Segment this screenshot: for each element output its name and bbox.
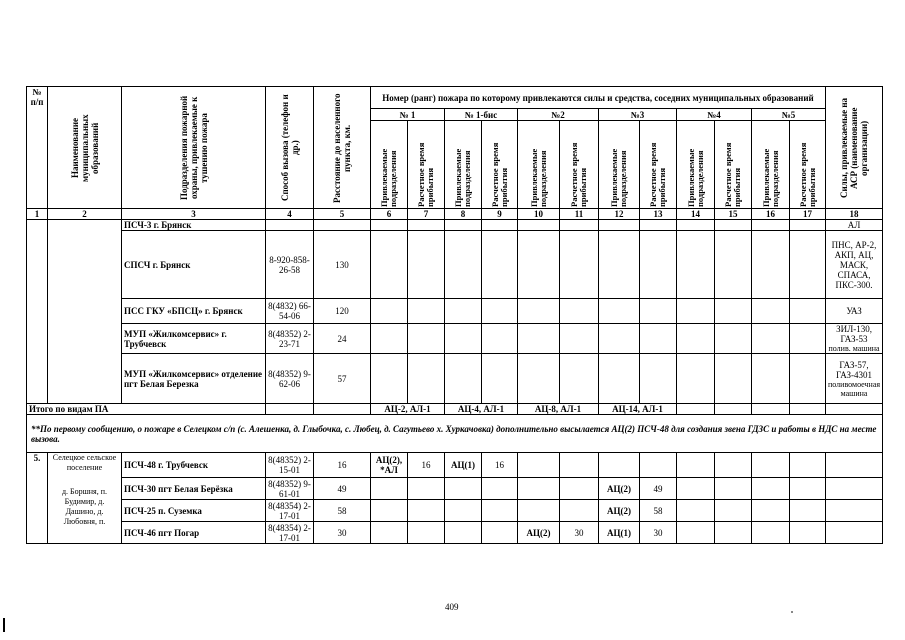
column-numbers-row [27,209,883,220]
col-number: 6 [371,209,408,220]
col-number: 2 [48,209,122,220]
table-row: МУП «Жилкомсервис» отделение пгт Белая Березка 8(48352) 9-62-06 57 ГАЗ-57, ГАЗ-4301 поливомоечная машина [27,354,883,404]
col-number: 18 [826,209,883,220]
col-number: 1 [27,209,48,220]
forces-cell: ГАЗ-57, ГАЗ-4301 поливомоечная машина [826,354,883,404]
unit-name: ПСЧ-46 пгт Погар [122,522,266,544]
col-number: 9 [482,209,518,220]
col-number: 17 [790,209,826,220]
row-number: 5. [27,453,48,544]
col-number: 3 [122,209,266,220]
scan-margin-mark [3,618,5,632]
sub-units: Привлекаемые подразделения [371,121,408,209]
table-row: 5. Селецкое сельское поселение д. Боршня, п. Будимир, д. Дашино, д. Любовня, п. ПСЧ-48 г. Трубчевск 8(48352) 2-15-01 16 АЦ(2), *АЛ 16 АЦ(1) 16 [27,453,883,478]
col-number: 14 [677,209,715,220]
rank-4: №4 [677,109,752,121]
unit-name: МУП «Жилкомсервис» отделение пгт Белая Березка [122,354,266,404]
scan-speck [791,611,793,613]
table-row: ПСЧ-46 пгт Погар 8(48354) 2-17-01 30 АЦ(2) 30 АЦ(1) 30 [27,522,883,544]
sub-time: Расчетное время прибытия [640,121,677,209]
sub-time: Расчетное время прибытия [560,121,599,209]
unit-name: СПСЧ г. Брянск [122,231,266,299]
unit-name: ПСС ГКУ «БПСЦ» г. Брянск [122,299,266,324]
note-row [27,415,883,453]
table-row: ПСЧ-25 п. Суземка 8(48354) 2-17-01 58 АЦ(2) 58 [27,500,883,522]
unit-name: ПСЧ-30 пгт Белая Берёзка [122,478,266,500]
col-number: 13 [640,209,677,220]
table-row [27,220,883,231]
unit-name: ПСЧ-3 г. Брянск [122,220,266,231]
page-number: 409 [445,602,459,612]
totals-label: Итого по видам ПА [27,404,266,415]
col-number: 7 [408,209,445,220]
header-distance: Расстояние до населенного пункта, км. [314,87,371,209]
header-forces: Силы, привлекаемые на АСР (наименование организации) [826,87,883,209]
col-number: 10 [518,209,560,220]
table-row: ПСЧ-30 пгт Белая Берёзка 8(48352) 9-61-01 49 АЦ(2) 49 [27,478,883,500]
col-number: 5 [314,209,371,220]
sub-units: Привлекаемые подразделения [677,121,715,209]
sub-time: Расчетное время прибытия [408,121,445,209]
unit-name: МУП «Жилкомсервис» г. Трубчевск [122,324,266,354]
header-num: № п/п [27,87,48,209]
forces-cell: УАЗ [826,299,883,324]
sub-time: Расчетное время прибытия [715,121,752,209]
fire-forces-table [26,86,883,544]
sub-units: Привлекаемые подразделения [445,121,482,209]
dispatch-note: **По первому сообщению, о пожаре в Селецком с/п (с. Алешенка, д. Глыбочка, с. Любец, д. Сагутьево х. Хуркачовка) дополнительно высылается АЦ(2) ПСЧ-48 для создания звена ГДЗС и работы в НДС на месте вызова. [27,415,883,453]
rank-3: №3 [599,109,677,121]
rank-1bis: № 1-бис [445,109,518,121]
table-row: СПСЧ г. Брянск 8-920-858-26-58 130 ПНС, АР-2, АКП, АЦ, МАСК, СПАСА, ПКС-300. [27,231,883,299]
totals-row: Итого по видам ПА АЦ-2, АЛ-1 АЦ-4, АЛ-1 АЦ-8, АЛ-1 АЦ-14, АЛ-1 [27,404,883,415]
unit-name: ПСЧ-25 п. Суземка [122,500,266,522]
col-number: 16 [752,209,790,220]
forces-cell: ПНС, АР-2, АКП, АЦ, МАСК, СПАСА, ПКС-300. [826,231,883,299]
forces-cell: ЗИЛ-130, ГАЗ-53 полив. машина [826,324,883,354]
rank-1: № 1 [371,109,445,121]
sub-units: Привлекаемые подразделения [599,121,640,209]
header-rank-group: Номер (ранг) пожара по которому привлекаются силы и средства, соседних муниципальных образований [371,87,826,109]
forces-cell: АЛ [826,220,883,231]
col-number: 15 [715,209,752,220]
sub-units: Привлекаемые подразделения [752,121,790,209]
rank-5: №5 [752,109,826,121]
sub-time: Расчетное время прибытия [482,121,518,209]
col-number: 11 [560,209,599,220]
col-number: 12 [599,209,640,220]
header-units: Подразделения пожарной охраны, привлекаемые к тушению пожара [122,87,266,209]
unit-name: ПСЧ-48 г. Трубчевск [122,453,266,478]
table-row: ПСС ГКУ «БПСЦ» г. Брянск 8(4832) 66-54-06 120 УАЗ [27,299,883,324]
table-row: МУП «Жилкомсервис» г. Трубчевск 8(48352) 2-23-71 24 ЗИЛ-130, ГАЗ-53 полив. машина [27,324,883,354]
header-name: Наименование муниципальных образований [48,87,122,209]
sub-units: Привлекаемые подразделения [518,121,560,209]
col-number: 8 [445,209,482,220]
header-call: Способ вызова (телефон и др.) [266,87,314,209]
sub-time: Расчетное время прибытия [790,121,826,209]
municipality-cell: Селецкое сельское поселение д. Боршня, п. Будимир, д. Дашино, д. Любовня, п. [48,453,122,544]
col-number: 4 [266,209,314,220]
rank-2: №2 [518,109,599,121]
